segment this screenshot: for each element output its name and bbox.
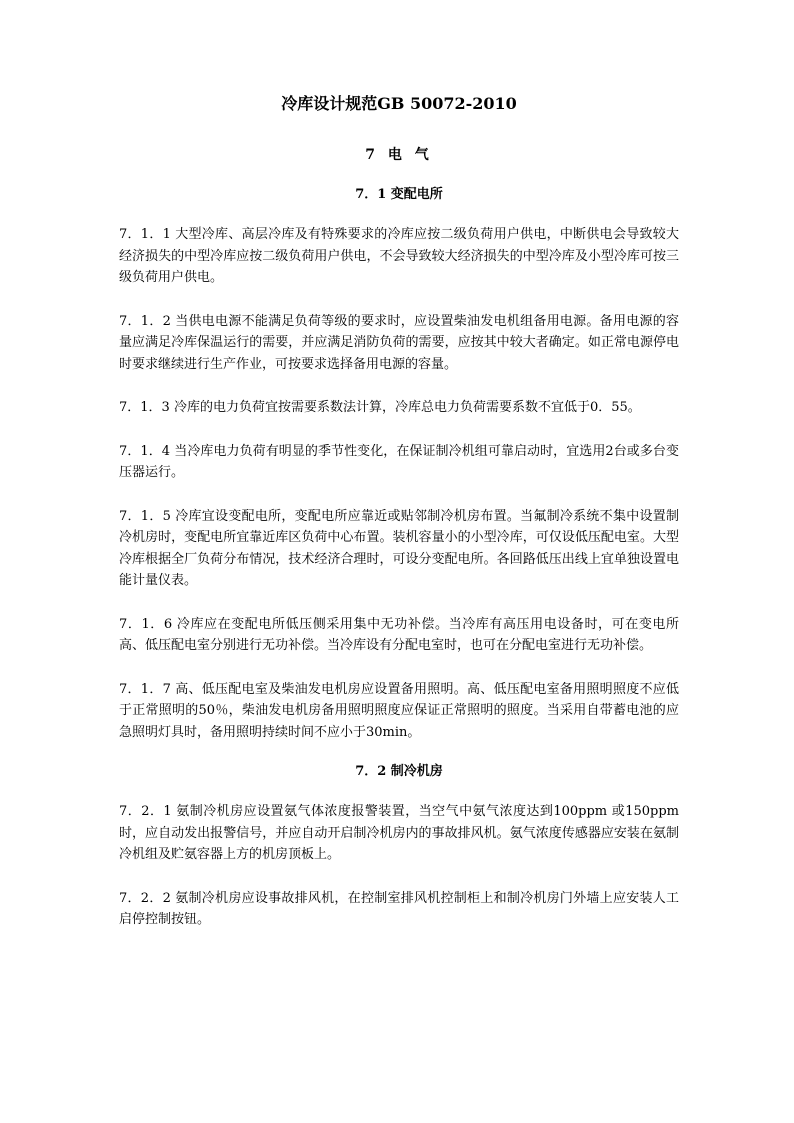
clause-7-1-3: 7．1．3 冷库的电力负荷宜按需要系数法计算，冷库总电力负荷需要系数不宜低于0．55。: [119, 400, 641, 415]
clause-7-1-4: 7．1．4 当冷库电力负荷有明显的季节性变化，在保证制冷机组可靠启动时，宜选用2台或多台变压器运行。: [119, 443, 679, 480]
document-title: 冷库设计规范GB 50072-2010: [281, 94, 517, 113]
clause-7-1-7: 7．1．7 高、低压配电室及柴油发电机房应设置备用照明。高、低压配电室备用照明照度不应低于正常照明的50％，柴油发电机房备用照明照度应保证正常照明的照度。当采用自带蓄电池的应急照明灯具时，备用照明持续时间不应小于30min。: [119, 681, 679, 740]
document-page: [119, 92, 679, 931]
clause-7-1-1: 7．1．1 大型冷库、高层冷库及有特殊要求的冷库应按二级负荷用户供电，中断供电会导致较大经济损失的中型冷库应按二级负荷用户供电，不会导致较大经济损失的中型冷库及小型冷库可按三级负荷用户供电。: [119, 227, 679, 285]
clause-7-2-2: 7．2．2 氨制冷机房应设事故排风机，在控制室排风机控制柜上和制冷机房门外墙上应安装人工启停控制按钮。: [119, 890, 679, 927]
section-heading: 7．1 变配电所: [355, 187, 443, 202]
clause-7-1-2: 7．1．2 当供电电源不能满足负荷等级的要求时，应设置柴油发电机组备用电源。备用电源的容量应满足冷库保温运行的需要，并应满足消防负荷的需要，应按其中较大者确定。如正常电源停电时要求继续进行生产作业，可按要求选择备用电源的容量。: [119, 313, 679, 372]
clause-7-1-5: 7．1．5 冷库宜设变配电所，变配电所应靠近或贴邻制冷机房布置。当氟制冷系统不集中设置制冷机房时，变配电所宜靠近库区负荷中心布置。装机容量小的小型冷库，可仅设低压配电室。大型冷库根据全厂负荷分布情况，技术经济合理时，可设分变配电所。各回路低压出线上宜单独设置电能计量仪表。: [119, 508, 679, 588]
chapter-title: 7 电 气: [365, 147, 433, 163]
section-heading: 7．2 制冷机房: [355, 764, 443, 779]
clause-7-1-6: 7．1．6 冷库应在变配电所低压侧采用集中无功补偿。当冷库有高压用电设备时，可在变电所高、低压配电室分别进行无功补偿。当冷库设有分配电室时，也可在分配电室进行无功补偿。: [119, 616, 679, 653]
clause-7-2-1: 7．2．1 氨制冷机房应设置氨气体浓度报警装置，当空气中氨气浓度达到100ppm 或150ppm 时，应自动发出报警信号，并应自动开启制冷机房内的事故排风机。氨气浓度传感器应安装在氨制冷机组及贮氨容器上方的机房顶板上。: [119, 804, 679, 862]
